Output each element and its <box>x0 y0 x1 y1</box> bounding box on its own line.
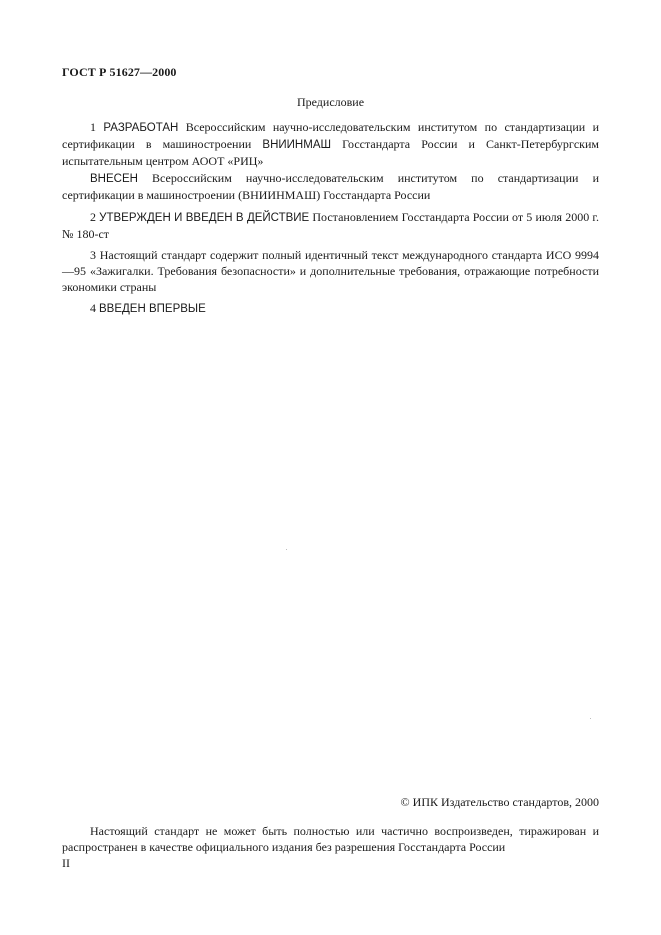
scan-speck <box>590 718 591 719</box>
foreword-introduced-by <box>62 170 599 203</box>
item-1-text-b: Госстандарта России и Санкт-Петербургским испытательным центром АООТ «РИЦ» <box>62 137 599 168</box>
foreword-item-1 <box>62 119 599 169</box>
foreword-title: Предисловие <box>296 95 365 109</box>
item-1-text-a: Всероссийским научно-исследовательским институтом по стандартизации и сертификации в машиностроении <box>62 120 599 151</box>
foreword-item-3: 3 Настоящий стандарт содержит полный идентичный текст международного стандарта ИСО 9994—95 «Зажигалки. Требования безопасности» и дополнительные требования, отражающие потребности экономики страны <box>62 248 599 294</box>
item-2-number: 2 <box>90 210 100 224</box>
item-2-text: Постановлением Госстандарта России от 5 июля 2000 г. № 180-ст <box>62 210 599 241</box>
scan-speck <box>286 549 287 550</box>
item-1-number: 1 <box>90 120 104 134</box>
copyright-line: © ИПК Издательство стандартов, 2000 <box>400 795 599 809</box>
introduced-text: Всероссийским научно-исследовательским институтом по стандартизации и сертификации в машиностроении (ВНИИНМАШ) Госстандарта России <box>62 171 599 202</box>
item-4-number: 4 <box>90 301 99 315</box>
page-number: II <box>62 856 70 870</box>
foreword-item-4 <box>62 300 599 317</box>
introduced-keyword: ВНЕСЕН <box>90 173 138 185</box>
foreword-item-2 <box>62 209 599 242</box>
reproduction-notice: Настоящий стандарт не может быть полностью или частично воспроизведен, тиражирован и распространен в качестве официального издания без разрешения Госстандарта России <box>62 824 599 854</box>
item-1-organization: ВНИИНМАШ <box>262 139 332 151</box>
item-2-keyword: УТВЕРЖДЕН И ВВЕДЕН В ДЕЙСТВИЕ <box>99 212 310 224</box>
item-4-keyword: ВВЕДЕН ВПЕРВЫЕ <box>99 303 206 315</box>
item-1-keyword: РАЗРАБОТАН <box>103 122 179 134</box>
standard-code-header: ГОСТ Р 51627—2000 <box>62 65 177 79</box>
